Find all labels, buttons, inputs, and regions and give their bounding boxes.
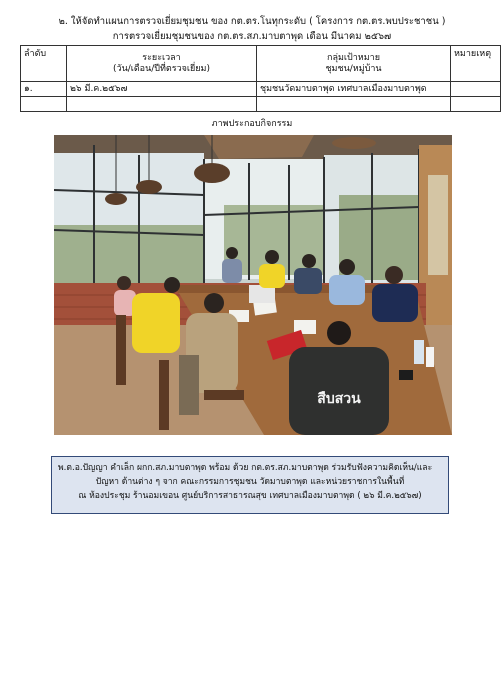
table-row: [21, 97, 501, 112]
header-target-main: กลุ่มเป้าหมาย: [327, 52, 380, 63]
cell-target: [257, 97, 451, 112]
header-target: [257, 46, 451, 82]
header-date-main: ระยะเวลา: [142, 52, 181, 63]
photo-heading: ภาพประกอบกิจกรรม: [211, 119, 293, 129]
cell-note: [451, 97, 501, 112]
section-subtitle: การตรวจเยี่ยมชุมชนของ กต.ตร.สภ.มาบตาพุด เดือน มีนาคม ๒๕๖๗: [112, 31, 392, 42]
inspection-table: [20, 45, 501, 112]
header-order: ลำดับ: [21, 46, 67, 82]
description-line-2: ปัญหา ด้านต่าง ๆ จาก คณะกรรมการชุมชน วัดมาบตาพุด และหน่วยราชการในพื้นที่: [95, 477, 405, 487]
header-date: [67, 46, 257, 82]
cell-order: ๑.: [21, 82, 67, 97]
table-row: [21, 82, 501, 97]
header-target-sub: ชุมชน/หมู่บ้าน: [325, 63, 382, 74]
description-line-1: พ.ต.อ.ปัญญา คำเล็ก ผกก.สภ.มาบตาพุด พร้อม ด้วย กต.ตร.สภ.มาบตาพุด ร่วมรับฟังความคิดเห็น/และ: [58, 463, 433, 473]
cell-date: ๒๖ มี.ค.๒๕๖๗: [67, 82, 257, 97]
cell-order: [21, 97, 67, 112]
cell-date: [67, 97, 257, 112]
section-title: ๒. ให้จัดทำแผนการตรวจเยี่ยมชุมชน ของ กต.ตร.โนทุกระดับ ( โครงการ กต.ตร.พบประชาชน ): [58, 16, 446, 27]
activity-photo: [54, 135, 452, 435]
cell-note: [451, 82, 501, 97]
description-box: [51, 456, 449, 514]
header-note: หมายเหตุ: [451, 46, 501, 82]
header-date-sub: (วัน/เดือน/ปีที่ตรวจเยี่ยม): [113, 63, 210, 74]
cell-target: ชุมชนวัดมาบตาพุด เทศบาลเมืองมาบตาพุด: [257, 82, 451, 97]
table-header-row: [21, 46, 501, 82]
vest-label: สืบสวน: [317, 391, 361, 407]
description-line-3: ณ ห้องประชุม ร้านอมเขอน ศูนย์บริการสาธารณสุข เทศบาลเมืองมาบตาพุด ( ๒๖ มี.ค.๒๕๖๗): [78, 491, 422, 501]
